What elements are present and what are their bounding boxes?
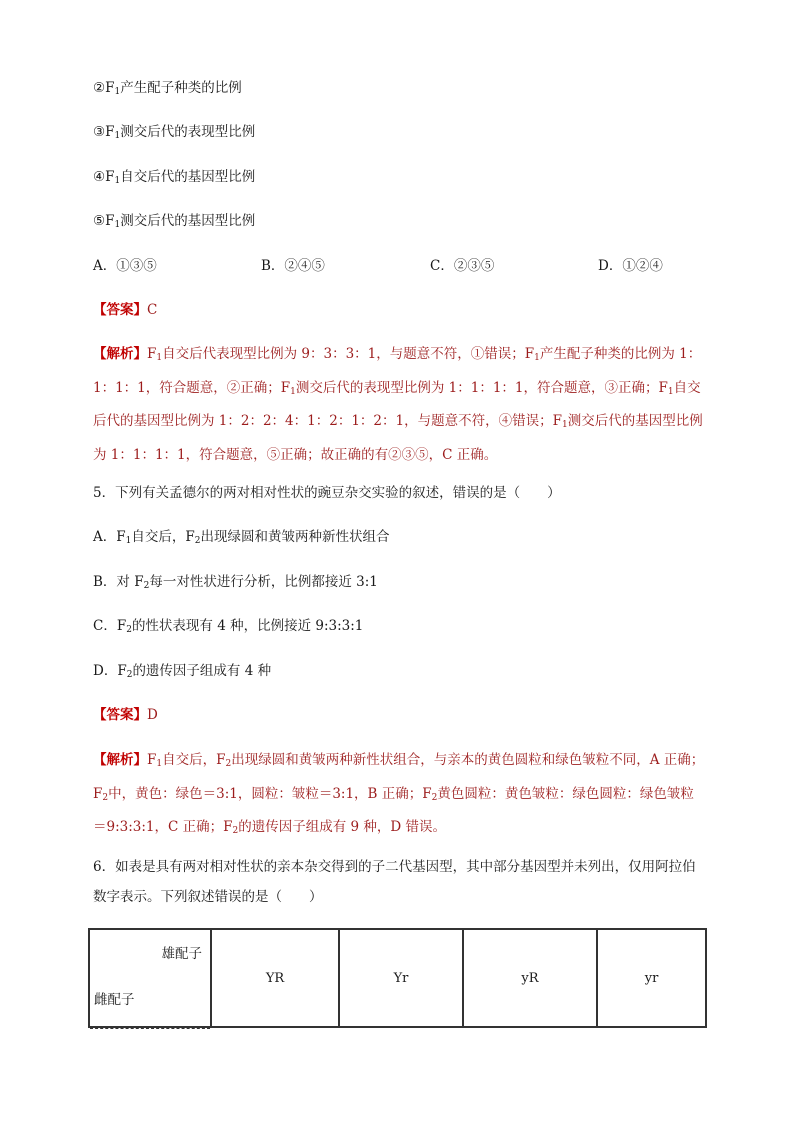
- q6-stem: 6．如表是具有两对相对性状的亲本杂交得到的子二代基因型，其中部分基因型并未列出，仅用阿拉伯数字表示。下列叙述错误的是（ ）: [93, 859, 696, 905]
- statement-3: $③F_1$测交后代的表现型比例: [93, 124, 256, 141]
- male-gamete-label: 雄配子: [161, 946, 202, 962]
- q4-option-b: B．②④⑤: [261, 258, 325, 274]
- q5-option-b: B．对 $F_2$每一对性状进行分析，比例都接近 3:1: [93, 574, 378, 591]
- q5-option-c: C．$F_2$的性状表现有 4 种，比例接近 9:3:3:1: [93, 618, 364, 635]
- q4-option-c: C．②③⑤: [430, 258, 495, 274]
- answer-tag: 【答案】: [93, 302, 147, 318]
- statement-5: $⑤F_1$测交后代的基因型比例: [93, 213, 256, 230]
- table-header-cell: yr: [597, 929, 706, 1027]
- statement-4: $④F_1$自交后代的基因型比例: [93, 169, 256, 186]
- table-corner-cell: [89, 929, 211, 1027]
- q5-answer: [93, 705, 158, 725]
- q5-option-d: D．$F_2$的遗传因子组成有 4 种: [93, 663, 272, 680]
- q4-option-d: D．①②④: [598, 258, 663, 274]
- q4-analysis: 【解析】$F_1$自交后代表现型比例为 9：3：3：1，与题意不符，①错误；$F_1$产生配子种类的比例为 1：1：1：1，符合题意，②正确；$F_1$测交后代的表现型比例为 1：1：1：1，符合题意，③正确；$F_1$自交后代的基因型比例为 1：2：2：4：1：2：1：2：1，与题意不符，④错误；$F_1$测交后代的基因型比例为 1：1：1：1，符合题意，⑤正确；故正确的有②③⑤，C 正确。: [93, 346, 703, 463]
- q5-analysis: 【解析】$F_1$自交后，$F_2$出现绿圆和黄皱两种新性状组合，与亲本的黄色圆粒和绿色皱粒不同，A 正确；$F_2$中，黄色：绿色＝3:1，圆粒：皱粒＝3:1，B 正确；$F_2$黄色圆粒：黄色皱粒：绿色圆粒：绿色皱粒＝9:3:3:1，C 正确；$F_2$的遗传因子组成有 9 种，D 错误。: [93, 752, 705, 836]
- dashed-rule: [90, 1028, 210, 1029]
- female-gamete-label: 雌配子: [94, 992, 135, 1008]
- table-header-cell: yR: [463, 929, 597, 1027]
- answer-value: C: [147, 302, 158, 318]
- table-header-cell: Yr: [339, 929, 463, 1027]
- q4-answer: [93, 300, 157, 320]
- table-header-row: [89, 929, 706, 1027]
- genotype-table: [88, 928, 707, 1028]
- q4-option-a: A．①③⑤: [93, 258, 157, 274]
- answer-value: D: [147, 707, 158, 723]
- statement-2: $②F_1$产生配子种类的比例: [93, 80, 242, 97]
- q5-option-a: A．$F_1$自交后，$F_2$出现绿圆和黄皱两种新性状组合: [93, 529, 390, 546]
- analysis-tag: 【解析】: [93, 346, 147, 362]
- analysis-tag: 【解析】: [93, 752, 147, 768]
- table-header-cell: YR: [211, 929, 339, 1027]
- answer-tag: 【答案】: [93, 707, 147, 723]
- q5-stem: 5．下列有关孟德尔的两对相对性状的豌豆杂交实验的叙述，错误的是（ ）: [93, 485, 561, 501]
